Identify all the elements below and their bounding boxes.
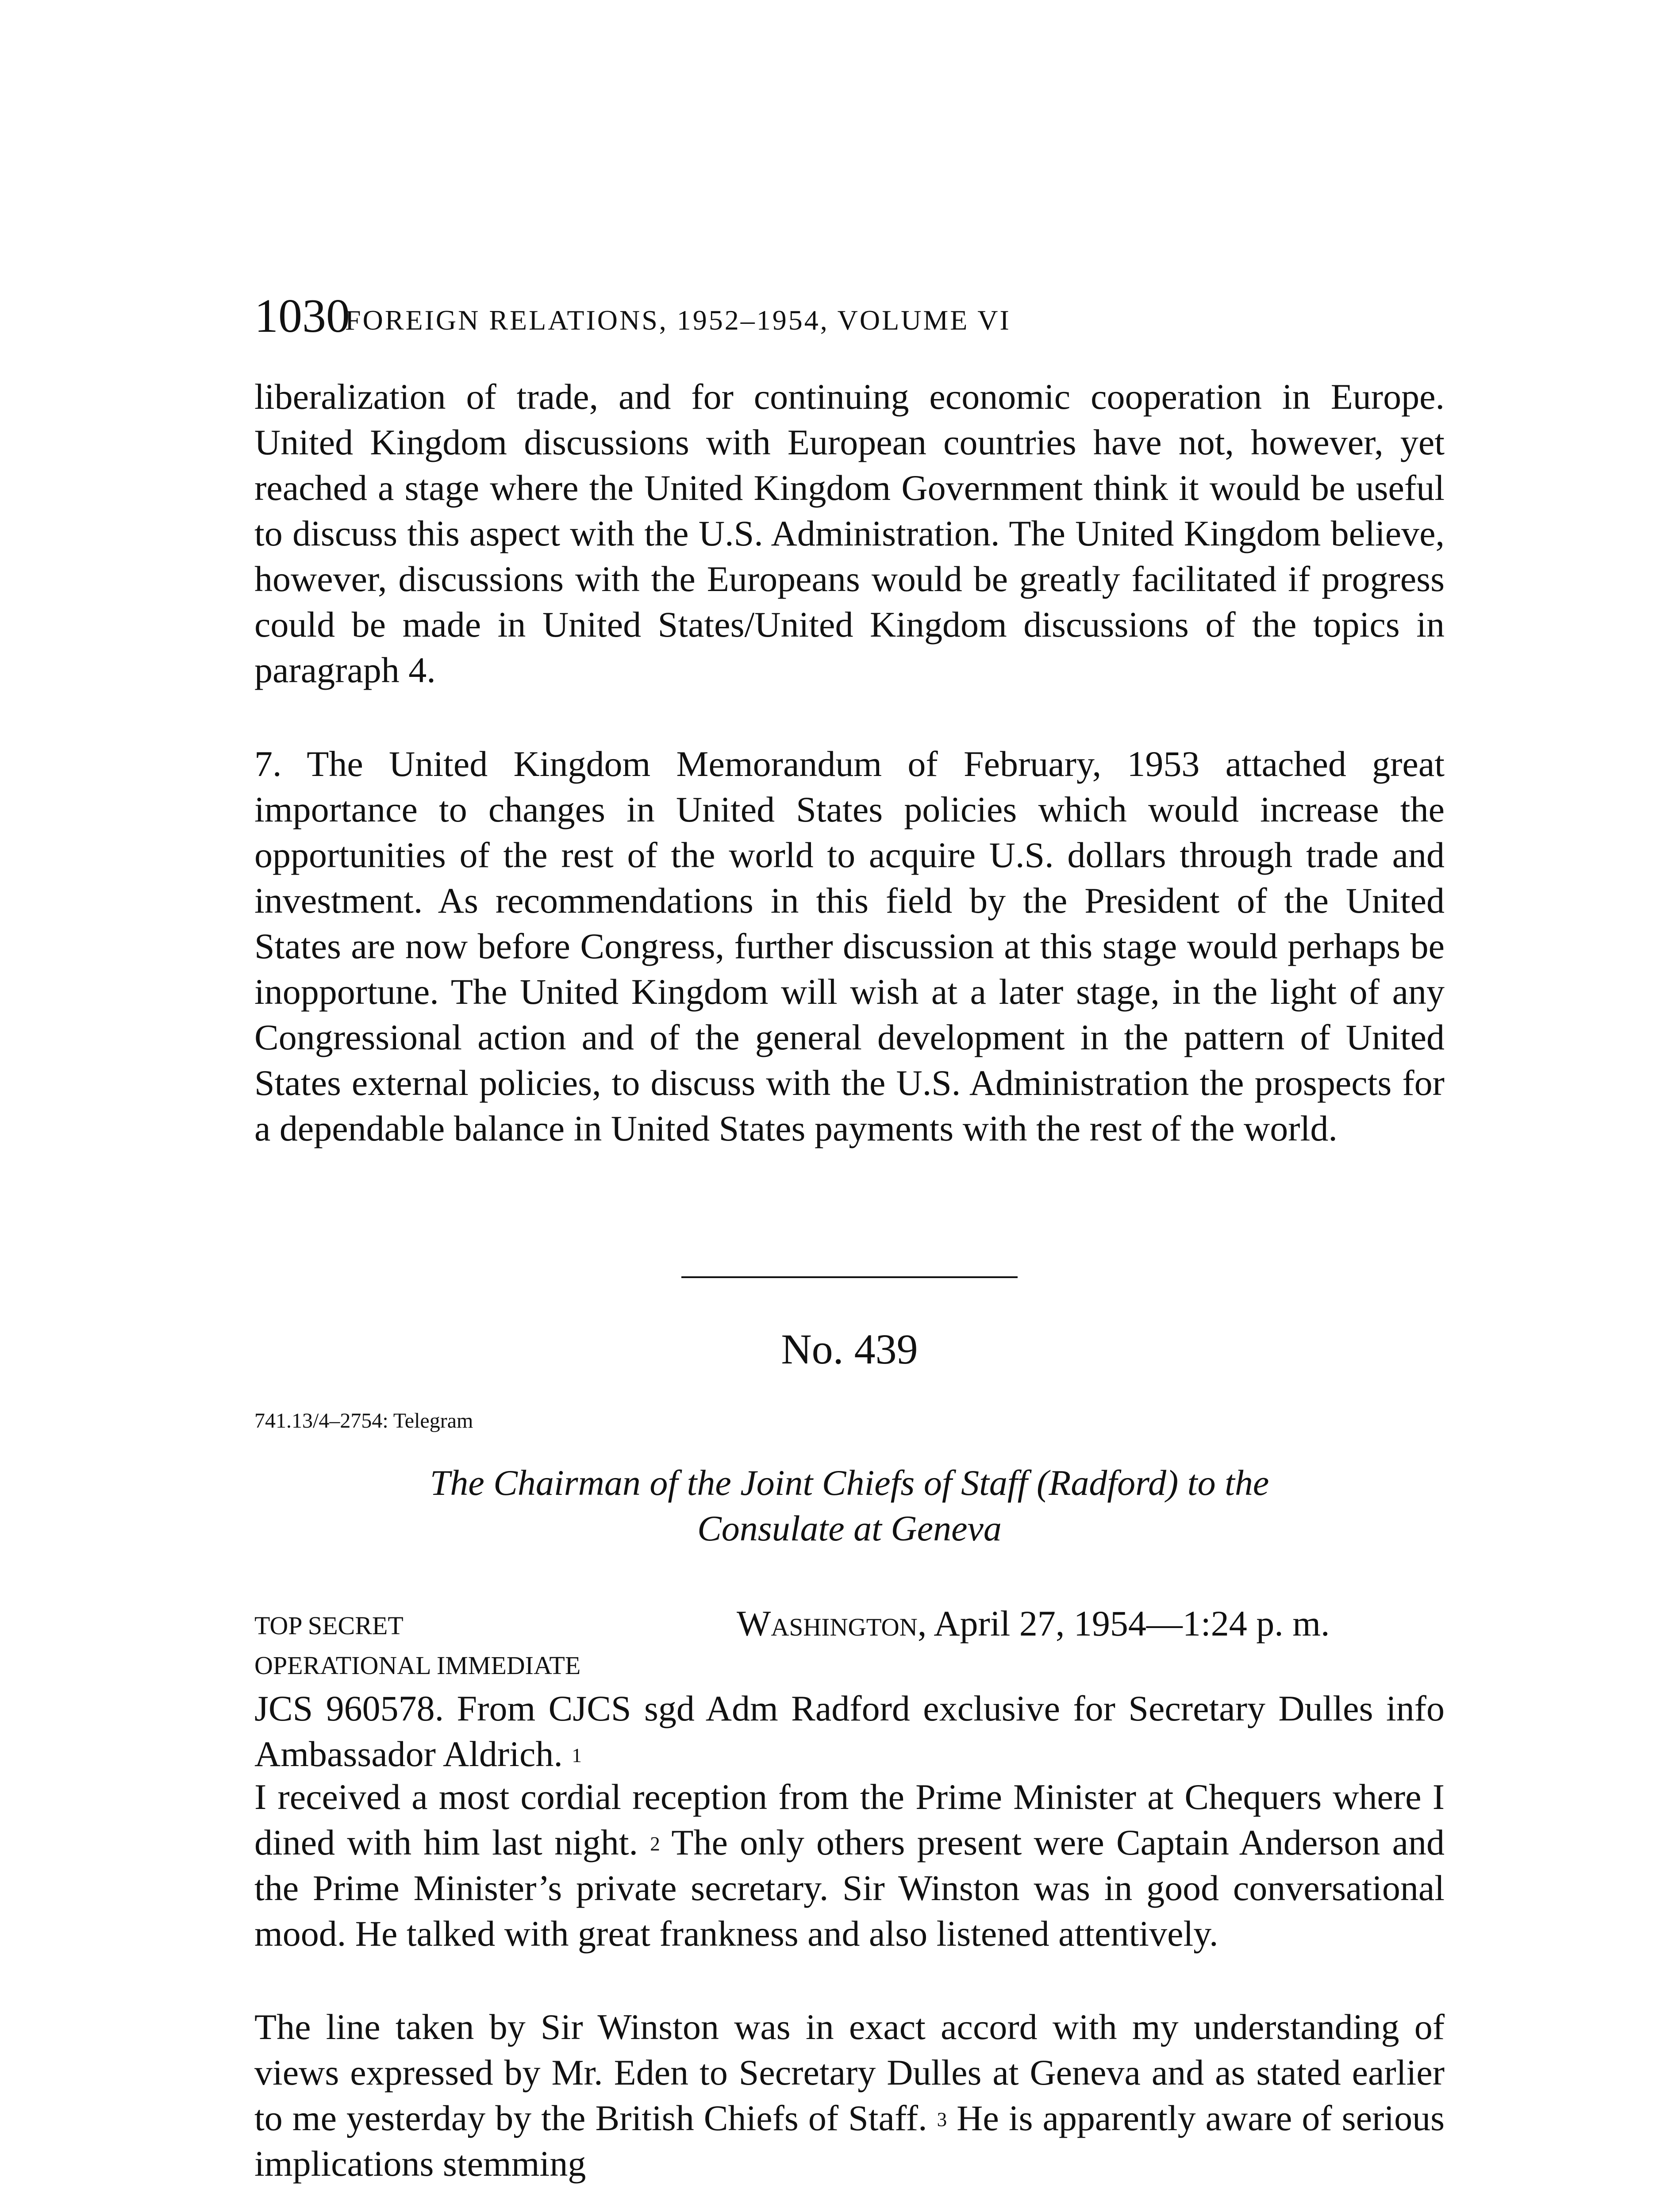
telegram-paragraph-1-b: The only others present were Captain Anderson and the Prime Minister’s private secretary. Sir Winston was in good conversational mood. He talked with great frankness and also listened attentively. [254, 1822, 1445, 1954]
telegram-paragraph-2-b: He is apparently aware of serious implications stemming [254, 2098, 1445, 2184]
footnote-ref-2: 2 [650, 1832, 660, 1855]
running-title: FOREIGN RELATIONS, 1952–1954, VOLUME VI [345, 304, 1011, 336]
dateline [737, 1601, 1330, 1646]
footnote-ref-1: 1 [572, 1744, 582, 1767]
telegram-paragraph-1 [254, 1774, 1445, 1956]
page-number: 1030 [254, 290, 350, 342]
classification-top-secret: TOP SECRET [254, 1611, 404, 1640]
telegram-paragraph-2-a: The line taken by Sir Winston was in exact accord with my understanding of views expressed by Mr. Eden to Secretary Dulles at Geneva and as stated earlier to me yesterday by the British Chiefs of Staff. [254, 2007, 1445, 2138]
paragraph-7: 7. The United Kingdom Memorandum of February, 1953 attached great importance to changes in United States policies which would increase the opportunities of the rest of the world to acquire U.S. dollars through trade and investment. As recommendations in this field by the President of the United States are now before Congress, further discussion at this stage would perhaps be inopportune. The United Kingdom will wish at a later stage, in the light of any Congressional action and of the general development in the pattern of United States external policies, to discuss with the U.S. Administration the prospects for a dependable balance in United States payments with the rest of the world. [254, 744, 1445, 1148]
file-reference: 741.13/4–2754: Telegram [254, 1409, 473, 1432]
telegram-paragraph-2 [254, 2004, 1445, 2186]
telegram-intro-text: JCS 960578. From CJCS sgd Adm Radford exclusive for Secretary Dulles info Ambassador Aldrich. [254, 1688, 1445, 1774]
dateline-date: , April 27, 1954—1:24 p. m. [917, 1603, 1330, 1644]
running-head [254, 288, 1445, 345]
section-divider [681, 1276, 1018, 1278]
continuation-paragraph: liberalization of trade, and for continuing economic cooperation in Europe. United Kingdom discussions with European countries have not, however, yet reached a stage where the United Kingdom Government think it would be useful to discuss this aspect with the U.S. Administration. The United Kingdom believe, however, discussions with the Europeans would be greatly facilitated if progress could be made in United States/United Kingdom discussions of the topics in paragraph 4. [254, 376, 1445, 690]
telegram-paragraph-1-a: I received a most cordial reception from the Prime Minister at Chequers where I dined with him last night. [254, 1777, 1445, 1863]
document-title-line-2: Consulate at Geneva [697, 1508, 1002, 1548]
dateline-place: Washington [737, 1603, 918, 1644]
document-title-line-1: The Chairman of the Joint Chiefs of Staff (Radford) to the [430, 1463, 1269, 1503]
footnote-ref-3: 3 [937, 2108, 947, 2131]
classification-precedence: OPERATIONAL IMMEDIATE [254, 1651, 581, 1680]
document-number: No. 439 [781, 1325, 918, 1373]
document-title [343, 1460, 1356, 1551]
telegram-intro [254, 1686, 1445, 1777]
